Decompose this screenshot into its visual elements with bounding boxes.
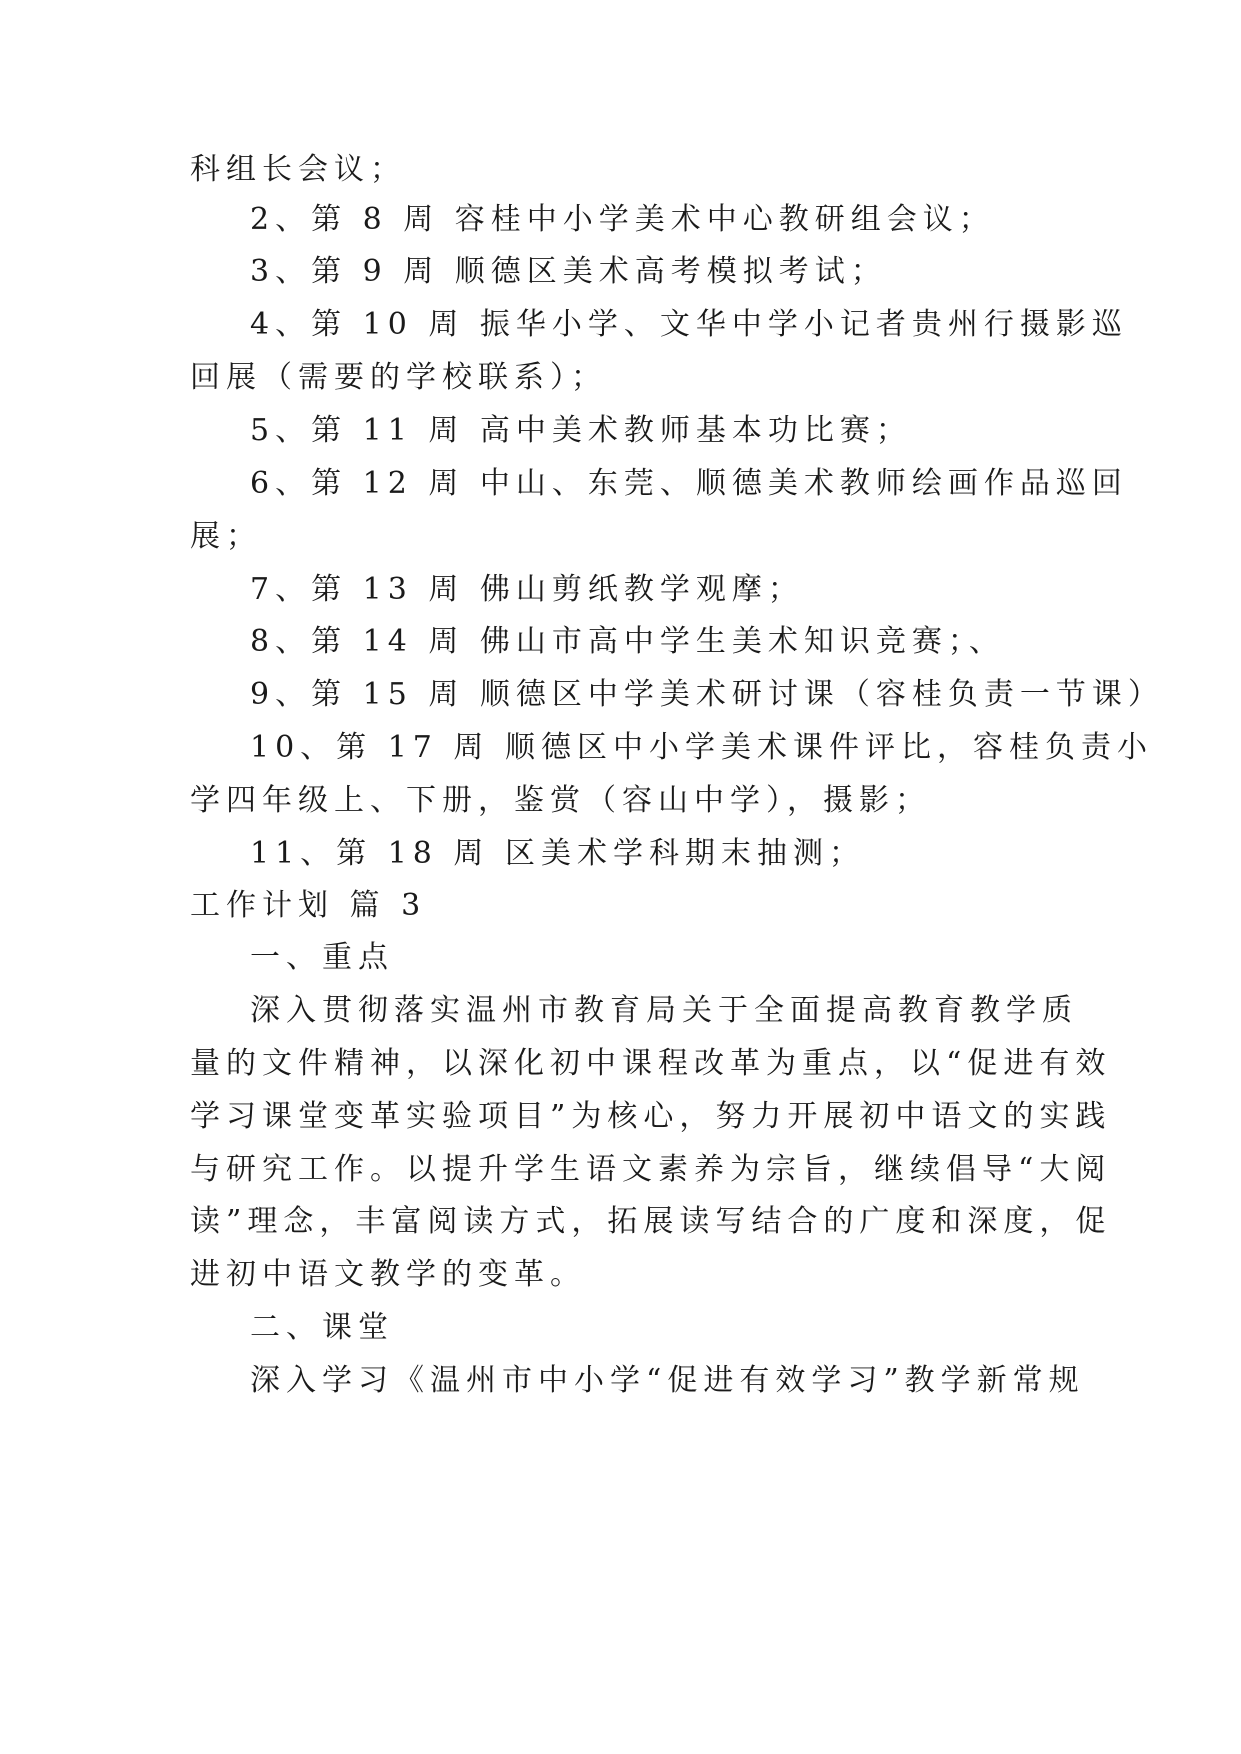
text-line-6: 5、第 11 周 高中美术教师基本功比赛； [250, 413, 912, 448]
text-line-11: 9、第 15 周 顺德区中学美术研讨课（容桂负责一节课） [250, 677, 1164, 712]
text-line-23: 二、课堂 [250, 1310, 394, 1345]
text-line-14: 11、第 18 周 区美术学科期末抽测； [250, 836, 865, 871]
text-line-21: 读”理念，丰富阅读方式，拓展读写结合的广度和深度，促 [190, 1204, 1112, 1239]
text-line-22: 进初中语文教学的变革。 [190, 1257, 586, 1292]
text-line-7: 6、第 12 周 中山、东莞、顺德美术教师绘画作品巡回 [250, 466, 1128, 501]
text-line-10: 8、第 14 周 佛山市高中学生美术知识竞赛；、 [250, 624, 1005, 659]
text-line-17: 深入贯彻落实温州市教育局关于全面提高教育教学质 [250, 993, 1078, 1028]
text-line-12: 10、第 17 周 顺德区中小学美术课件评比，容桂负责小 [250, 730, 1153, 765]
text-line-20: 与研究工作。以提升学生语文素养为宗旨，继续倡导“大阅 [190, 1152, 1112, 1187]
text-line-8: 展； [190, 519, 262, 554]
text-line-19: 学习课堂变革实验项目”为核心，努力开展初中语文的实践 [190, 1099, 1112, 1134]
text-line-18: 量的文件精神，以深化初中课程改革为重点，以“促进有效 [190, 1046, 1112, 1081]
text-line-4: 4、第 10 周 振华小学、文华中学小记者贵州行摄影巡 [250, 307, 1128, 342]
text-line-1: 科组长会议； [190, 152, 406, 187]
text-line-9: 7、第 13 周 佛山剪纸教学观摩； [250, 572, 804, 607]
text-line-13: 学四年级上、下册，鉴赏（容山中学），摄影； [190, 783, 931, 818]
text-line-16: 一、重点 [250, 940, 394, 975]
text-line-2: 2、第 8 周 容桂中小学美术中心教研组会议； [250, 202, 995, 237]
text-line-3: 3、第 9 周 顺德区美术高考模拟考试； [250, 254, 887, 289]
text-line-5: 回展（需要的学校联系）； [190, 360, 607, 395]
section-heading: 工作计划 篇 3 [190, 888, 427, 923]
text-line-24: 深入学习《温州市中小学“促进有效学习”教学新常规 [250, 1363, 1085, 1398]
